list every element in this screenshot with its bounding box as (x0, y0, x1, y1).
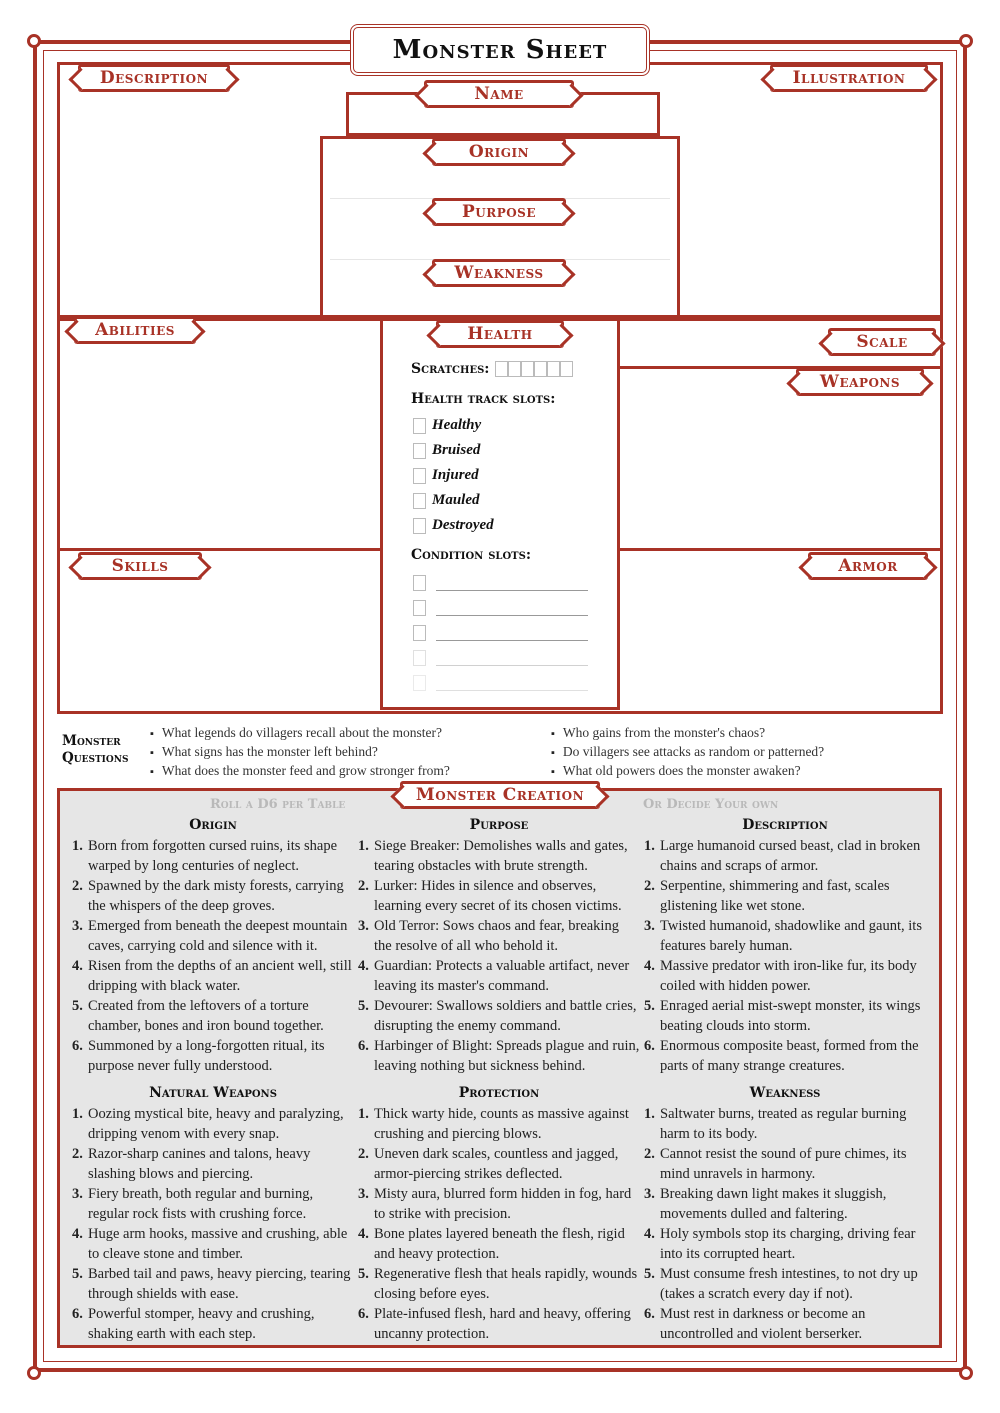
entry-text: Uneven dark scales, countless and jagged, armor-piercing strikes deflected. (374, 1146, 619, 1182)
entry-number: 3. (358, 1186, 369, 1202)
roll-table (358, 817, 640, 1077)
roll-table-entry (72, 1145, 354, 1184)
weapons-banner: Weapons (796, 368, 924, 396)
roll-table-entry (72, 997, 354, 1036)
monster-questions-label: Monster Questions (62, 733, 129, 766)
entry-text: Thick warty hide, counts as massive against crushing and piercing blows. (374, 1106, 629, 1142)
scratches-row (411, 361, 573, 377)
condition-line[interactable] (436, 577, 588, 591)
corner-ornament (959, 34, 973, 48)
entry-text: Regenerative flesh that heals rapidly, wounds closing before eyes. (374, 1266, 638, 1302)
roll-table-entry (358, 997, 640, 1036)
health-slot[interactable]: Mauled (413, 492, 480, 509)
entry-text: Born from forgotten cursed ruins, its shape warped by long centuries of neglect. (88, 838, 338, 874)
roll-table-heading: Purpose (469, 817, 529, 833)
roll-table-entry (358, 877, 640, 916)
health-slot-checkbox[interactable] (413, 443, 426, 459)
roll-table (644, 1085, 926, 1345)
illustration-banner: Illustration (770, 64, 928, 92)
entry-number: 2. (644, 1146, 655, 1162)
entry-number: 4. (72, 958, 83, 974)
health-banner: Health (436, 320, 564, 348)
entry-text: Holy symbols stop its charging, driving fear into its corrupted heart. (660, 1226, 916, 1262)
entry-text: Huge arm hooks, massive and crushing, able to cleave stone and timber. (88, 1226, 348, 1262)
roll-table-entry (72, 917, 354, 956)
entry-text: Large humanoid cursed beast, clad in broken chains and scraps of armor. (660, 838, 921, 874)
roll-table-entry (644, 877, 926, 916)
entry-number: 3. (358, 918, 369, 934)
scratch-box[interactable] (534, 361, 547, 377)
armor-banner: Armor (808, 552, 928, 580)
roll-hint: Roll a D6 per Table (210, 797, 346, 812)
condition-checkbox[interactable] (413, 600, 426, 616)
monster-creation-panel (57, 788, 942, 1348)
scratch-box[interactable] (508, 361, 521, 377)
entry-text: Twisted humanoid, shadowlike and gaunt, its features barely human. (660, 918, 922, 954)
entry-number: 6. (644, 1038, 655, 1054)
question-item: ▪ What old powers does the monster awaken? (551, 762, 824, 781)
roll-table-heading: Description (742, 817, 828, 833)
roll-table-entry (72, 1105, 354, 1144)
entry-text: Spawned by the dark misty forests, carrying the whispers of the deep groves. (88, 878, 344, 914)
roll-table (644, 817, 926, 1077)
roll-table-entry (358, 917, 640, 956)
entry-number: 2. (358, 878, 369, 894)
health-panel (380, 318, 620, 710)
entry-number: 5. (72, 998, 83, 1014)
entry-number: 4. (644, 1226, 655, 1242)
entry-text: Old Terror: Sows chaos and fear, breaking the resolve of all who behold it. (374, 918, 619, 954)
entry-text: Must rest in darkness or become an uncontrolled and violent berserker. (660, 1306, 866, 1342)
entry-text: Massive predator with iron-like fur, its body coiled with hidden power. (660, 958, 917, 994)
entry-text: Harbinger of Blight: Spreads plague and ruin, leaving nothing but sickness behind. (374, 1038, 640, 1074)
roll-table (72, 1085, 354, 1345)
health-slot[interactable]: Destroyed (413, 517, 494, 534)
roll-table-entry (644, 1225, 926, 1264)
entry-number: 3. (644, 1186, 655, 1202)
entry-number: 3. (644, 918, 655, 934)
questions-right-list (551, 724, 824, 781)
entry-text: Misty aura, blurred form hidden in fog, hard to strike with precision. (374, 1186, 632, 1222)
roll-table-entry (72, 877, 354, 916)
roll-table-entry (644, 1265, 926, 1304)
scratch-box[interactable] (495, 361, 508, 377)
monster-creation-banner: Monster Creation (400, 781, 600, 809)
name-banner: Name (424, 80, 574, 108)
entry-number: 1. (72, 838, 83, 854)
roll-table-entry (358, 1105, 640, 1144)
roll-table (358, 1085, 640, 1345)
corner-ornament (27, 1366, 41, 1380)
origin-banner: Origin (432, 138, 566, 166)
roll-table-entry (644, 917, 926, 956)
corner-ornament (959, 1366, 973, 1380)
roll-table-entry (72, 1305, 354, 1344)
condition-line[interactable] (436, 652, 588, 666)
roll-table-entry (72, 1265, 354, 1304)
condition-slots-label: Condition slots: (411, 547, 531, 563)
entry-text: Siege Breaker: Demolishes walls and gates, tearing obstacles with brute strength. (374, 838, 628, 874)
question-item: ▪ Who gains from the monster's chaos? (551, 724, 824, 743)
sheet-title: Monster Sheet (392, 35, 608, 65)
scratch-box[interactable] (521, 361, 534, 377)
entry-number: 1. (644, 1106, 655, 1122)
entry-text: Devourer: Swallows soldiers and battle cries, disrupting the enemy command. (374, 998, 637, 1034)
roll-table-entry (644, 1145, 926, 1184)
entry-number: 6. (72, 1306, 83, 1322)
roll-table-entry (358, 1225, 640, 1264)
condition-line[interactable] (436, 627, 588, 641)
entry-text: Saltwater burns, treated as regular burning harm to its body. (660, 1106, 907, 1142)
entry-text: Summoned by a long-forgotten ritual, its purpose never fully understood. (88, 1038, 325, 1074)
roll-table-entry (644, 1185, 926, 1224)
entry-number: 2. (72, 1146, 83, 1162)
sheet-title-banner (350, 24, 650, 76)
entry-text: Razor-sharp canines and talons, heavy slashing blows and piercing. (88, 1146, 311, 1182)
roll-table-heading: Origin (189, 817, 237, 833)
questions-left-list (150, 724, 450, 781)
entry-number: 1. (644, 838, 655, 854)
skills-banner: Skills (78, 552, 202, 580)
entry-number: 5. (644, 1266, 655, 1282)
health-slot[interactable]: Injured (413, 467, 479, 484)
question-item: ▪ What legends do villagers recall about the monster? (150, 724, 450, 743)
condition-slot[interactable] (413, 650, 588, 666)
entry-text: Cannot resist the sound of pure chimes, its mind unravels in harmony. (660, 1146, 907, 1182)
weapons-armor-divider (620, 548, 940, 551)
entry-text: Powerful stomper, heavy and crushing, shaking earth with each step. (88, 1306, 315, 1342)
health-slot-checkbox[interactable] (413, 493, 426, 509)
roll-table-entry (358, 1185, 640, 1224)
abilities-banner: Abilities (74, 316, 196, 344)
health-slot-checkbox[interactable] (413, 468, 426, 484)
roll-table (72, 817, 354, 1077)
roll-table-entry (358, 1265, 640, 1304)
roll-table-entry (72, 1037, 354, 1076)
question-item: ▪ What signs has the monster left behind? (150, 743, 450, 762)
entry-number: 1. (358, 1106, 369, 1122)
condition-checkbox[interactable] (413, 650, 426, 666)
scratches-label: Scratches: (411, 361, 490, 377)
condition-slot[interactable] (413, 575, 588, 591)
entry-text: Enraged aerial mist-swept monster, its wings beating clouds into storm. (660, 998, 921, 1034)
abilities-skills-divider (60, 548, 380, 551)
roll-table-entry (72, 1225, 354, 1264)
question-item: ▪ What does the monster feed and grow stronger from? (150, 762, 450, 781)
condition-checkbox[interactable] (413, 675, 426, 691)
entry-text: Bone plates layered beneath the flesh, rigid and heavy protection. (374, 1226, 625, 1262)
roll-table-entry (644, 837, 926, 876)
roll-table-entry (644, 997, 926, 1036)
scratch-box[interactable] (547, 361, 560, 377)
entry-text: Created from the leftovers of a torture chamber, bones and iron bound together. (88, 998, 324, 1034)
question-item: ▪ Do villagers see attacks as random or patterned? (551, 743, 824, 762)
health-slot[interactable]: Bruised (413, 442, 480, 459)
entry-number: 5. (644, 998, 655, 1014)
entry-text: Barbed tail and paws, heavy piercing, tearing through shields with ease. (88, 1266, 351, 1302)
decide-hint: Or Decide Your own (643, 797, 779, 812)
entry-number: 5. (72, 1266, 83, 1282)
scale-banner: Scale (828, 328, 936, 356)
roll-table-entry (72, 837, 354, 876)
entry-number: 4. (358, 958, 369, 974)
roll-table-entry (644, 1305, 926, 1344)
weakness-banner: Weakness (432, 259, 566, 287)
purpose-banner: Purpose (432, 198, 566, 226)
entry-number: 6. (358, 1306, 369, 1322)
entry-text: Serpentine, shimmering and fast, scales glistening like wet stone. (660, 878, 890, 914)
condition-line[interactable] (436, 677, 588, 691)
condition-checkbox[interactable] (413, 625, 426, 641)
condition-line[interactable] (436, 602, 588, 616)
condition-slot[interactable] (413, 675, 588, 691)
roll-table-entry (72, 957, 354, 996)
entry-text: Emerged from beneath the deepest mountain caves, carrying cold and silence with it. (88, 918, 348, 954)
condition-checkbox[interactable] (413, 575, 426, 591)
entry-number: 1. (358, 838, 369, 854)
health-slot-checkbox[interactable] (413, 518, 426, 534)
entry-text: Breaking dawn light makes it sluggish, movements dulled and faltering. (660, 1186, 887, 1222)
health-slot[interactable]: Healthy (413, 417, 481, 434)
entry-number: 4. (644, 958, 655, 974)
roll-table-entry (358, 837, 640, 876)
entry-number: 4. (72, 1226, 83, 1242)
roll-table-entry (644, 1105, 926, 1144)
roll-table-entry (644, 957, 926, 996)
roll-table-heading: Weakness (749, 1085, 821, 1101)
entry-text: Guardian: Protects a valuable artifact, never leaving its master's command. (374, 958, 630, 994)
entry-number: 4. (358, 1226, 369, 1242)
entry-number: 5. (358, 1266, 369, 1282)
roll-table-heading: Protection (458, 1085, 540, 1101)
condition-slot[interactable] (413, 625, 588, 641)
entry-text: Risen from the depths of an ancient well, still dripping with black water. (88, 958, 352, 994)
entry-number: 3. (72, 1186, 83, 1202)
roll-table-entry (358, 957, 640, 996)
health-slot-checkbox[interactable] (413, 418, 426, 434)
corner-ornament (27, 34, 41, 48)
entry-number: 6. (644, 1306, 655, 1322)
entry-number: 2. (72, 878, 83, 894)
scratch-box[interactable] (560, 361, 573, 377)
description-banner: Description (78, 64, 230, 92)
entry-text: Fiery breath, both regular and burning, regular rock fists with crushing force. (88, 1186, 314, 1222)
roll-table-entry (644, 1037, 926, 1076)
entry-number: 3. (72, 918, 83, 934)
entry-number: 2. (358, 1146, 369, 1162)
roll-table-entry (358, 1145, 640, 1184)
entry-number: 6. (72, 1038, 83, 1054)
health-track-label: Health track slots: (411, 391, 556, 407)
roll-table-entry (358, 1037, 640, 1076)
roll-table-entry (72, 1185, 354, 1224)
entry-number: 2. (644, 878, 655, 894)
entry-number: 6. (358, 1038, 369, 1054)
entry-text: Lurker: Hides in silence and observes, learning every secret of its chosen victims. (374, 878, 622, 914)
entry-text: Must consume fresh intestines, to not dry up (takes a scratch every day if not). (660, 1266, 918, 1302)
condition-slot[interactable] (413, 600, 588, 616)
entry-text: Enormous composite beast, formed from the parts of many strange creatures. (660, 1038, 919, 1074)
entry-text: Plate-infused flesh, hard and heavy, offering uncanny protection. (374, 1306, 631, 1342)
entry-number: 1. (72, 1106, 83, 1122)
entry-text: Oozing mystical bite, heavy and paralyzing, dripping venom with every snap. (88, 1106, 344, 1142)
entry-number: 5. (358, 998, 369, 1014)
roll-table-heading: Natural Weapons (149, 1085, 277, 1101)
roll-table-entry (358, 1305, 640, 1344)
